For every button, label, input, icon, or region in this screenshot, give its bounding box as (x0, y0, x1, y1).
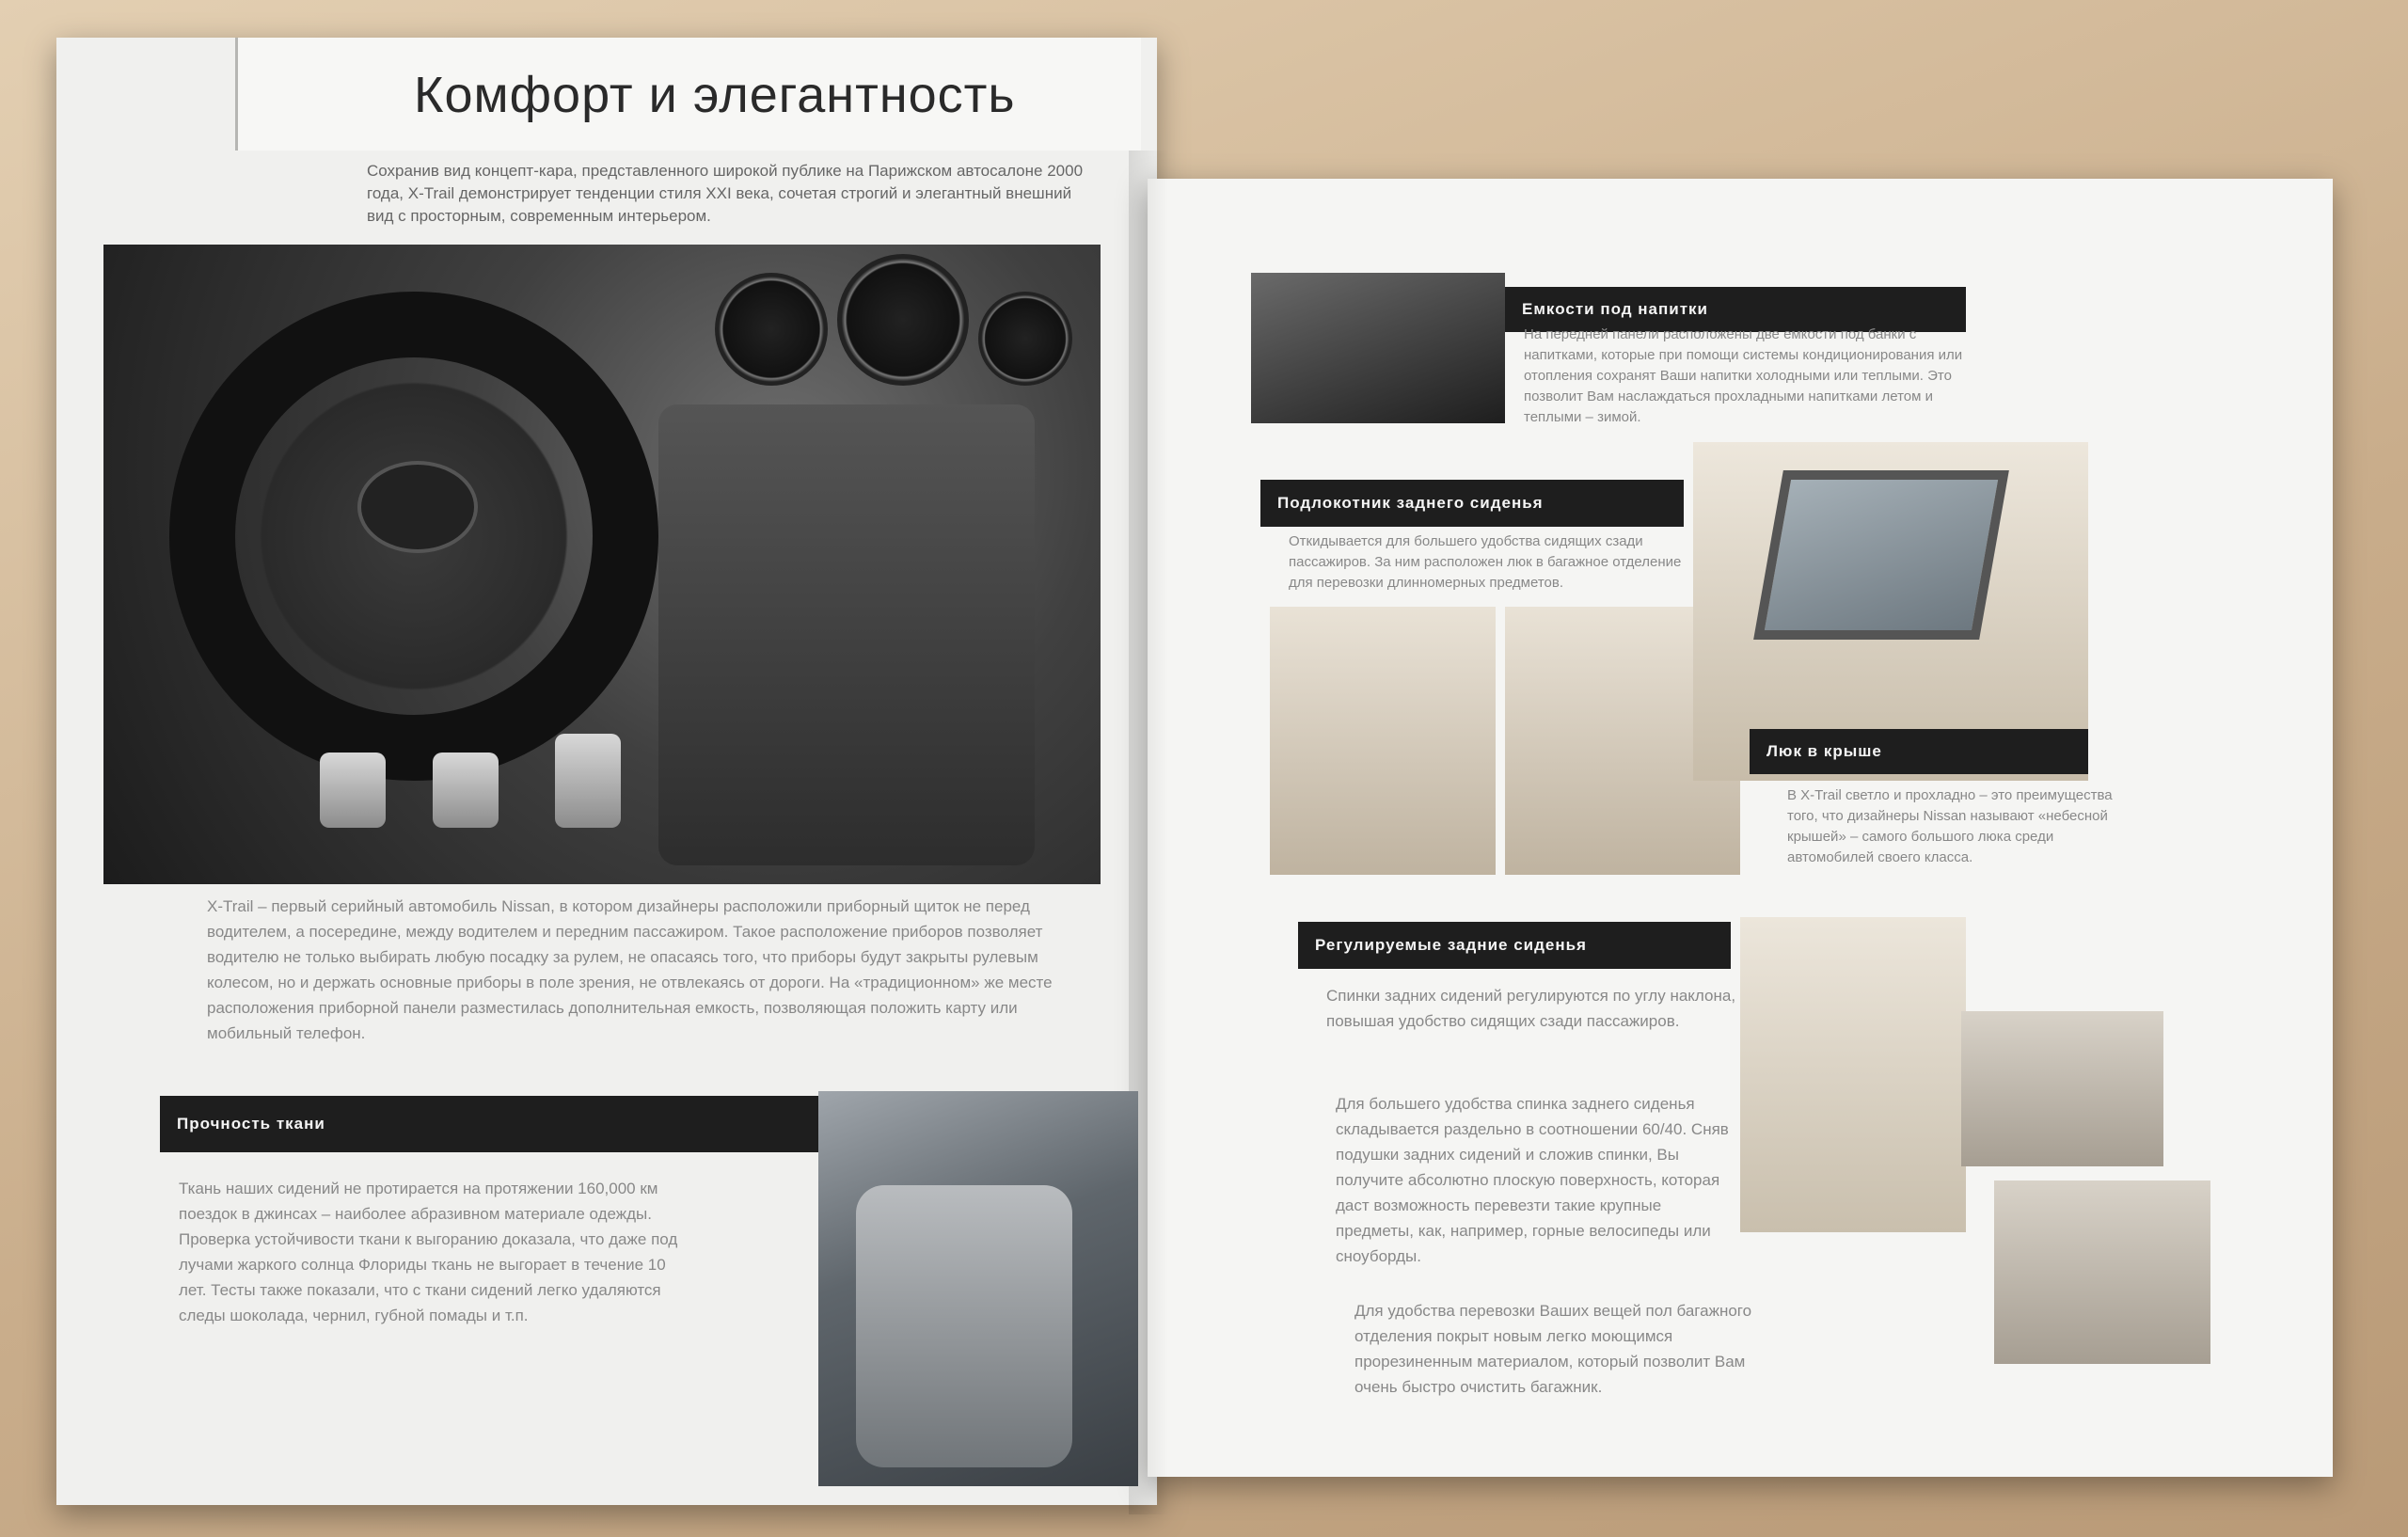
sunroof-heading: Люк в крыше (1750, 729, 2088, 774)
page-title: Комфорт и элегантность (414, 67, 1016, 123)
pedal (433, 753, 499, 828)
rear-seat-photo (1740, 917, 1966, 1232)
rear-seats-text-1: Спинки задних сидений регулируются по углу наклона, повышая удобство сидящих сзади пассажиров. (1326, 987, 1736, 1030)
seat (856, 1185, 1072, 1467)
pedal (320, 753, 386, 828)
gauge-icon (715, 273, 828, 386)
speedometer-icon (837, 254, 969, 386)
rear-seats-text-3: Для удобства перевозки Ваших вещей пол багажного отделения покрыт новым легко моющимся прорезиненным материалом, который позволит Вам очень быстро очистить багажник. (1354, 1302, 1752, 1396)
fabric-heading: Прочность ткани (160, 1096, 818, 1152)
cup-holders-heading: Емкости под напитки (1505, 287, 1966, 332)
cup-holder-photo (1251, 273, 1505, 423)
sunroof-text: В X-Trail светло и прохладно – это преимущества того, что дизайнеры Nissan называют «небесной крышей» – самого большого люка среди автомобилей своего класса. (1787, 787, 2113, 865)
center-console (658, 404, 1035, 865)
cup-holders-text: На передней панели расположены две емкости под банки с напитками, которые при помощи системы кондиционирования или отопления сохранят Ваши напитки холодными или теплыми. Это позволит Вам наслаждаться прохладными напитками летом и теплыми – зимой. (1524, 326, 1963, 425)
rear-seats-heading: Регулируемые задние сиденья (1298, 922, 1731, 969)
sunroof-glass (1753, 470, 2009, 640)
armrest-text: Откидывается для большего удобства сидящих сзади пассажиров. За ним расположен люк в багажное отделение для перевозки длинномерных предметов. (1289, 533, 1682, 591)
gauge-icon (978, 292, 1072, 386)
intro-text: Сохранив вид концепт-кара, представленного широкой публике на Парижском автосалоне 2000 года, X-Trail демонстрирует тенденции стиля XXI века, сочетая строгий и элегантный внешний вид с просторным, современным интерьером. (367, 162, 1084, 225)
armrest-photo-1 (1270, 607, 1496, 875)
seat-fabric-photo (818, 1091, 1138, 1486)
armrest-heading: Подлокотник заднего сиденья (1260, 480, 1684, 527)
nissan-logo-icon (357, 461, 478, 553)
dashboard-text: X-Trail – первый серийный автомобиль Nissan, в котором дизайнеры расположили приборный щиток не перед водителем, а посередине, между водителем и передним пассажиром. Такое расположение приборов позволяет водителю не только выбирать любую посадку за рулем, не опасаясь того, что приборы будут закрыты рулевым колесом, но и держать основные приборы в поле зрения, не отвлекаясь от дороги. На «традиционном» же месте расположения приборной панели разместилась дополнительная емкость, позволяющая положить карту или мобильный телефон. (207, 897, 1053, 1042)
cargo-area-photo-1 (1961, 1011, 2163, 1166)
rear-seats-text-2: Для большего удобства спинка заднего сиденья складывается раздельно в соотношении 60/40. Сняв подушки задних сидений и сложив спинки, Вы получите абсолютно плоскую поверхность, которая даст возможность перевезти такие крупные предметы, как, например, горные велосипеды или сноуборды. (1336, 1095, 1729, 1265)
fabric-text: Ткань наших сидений не протирается на протяжении 160,000 км поездок в джинсах – наиболее абразивном материале одежды. Проверка устойчивости ткани к выгоранию доказала, что даже под лучами жаркого солнца Флориды ткань не выгорает в течение 10 лет. Тесты также показали, что с ткани сидений легко удаляются следы шоколада, чернил, губной помады и т.п. (179, 1180, 678, 1324)
pedal (555, 734, 621, 828)
dashboard-photo (103, 245, 1101, 884)
cargo-area-photo-2 (1994, 1180, 2210, 1364)
